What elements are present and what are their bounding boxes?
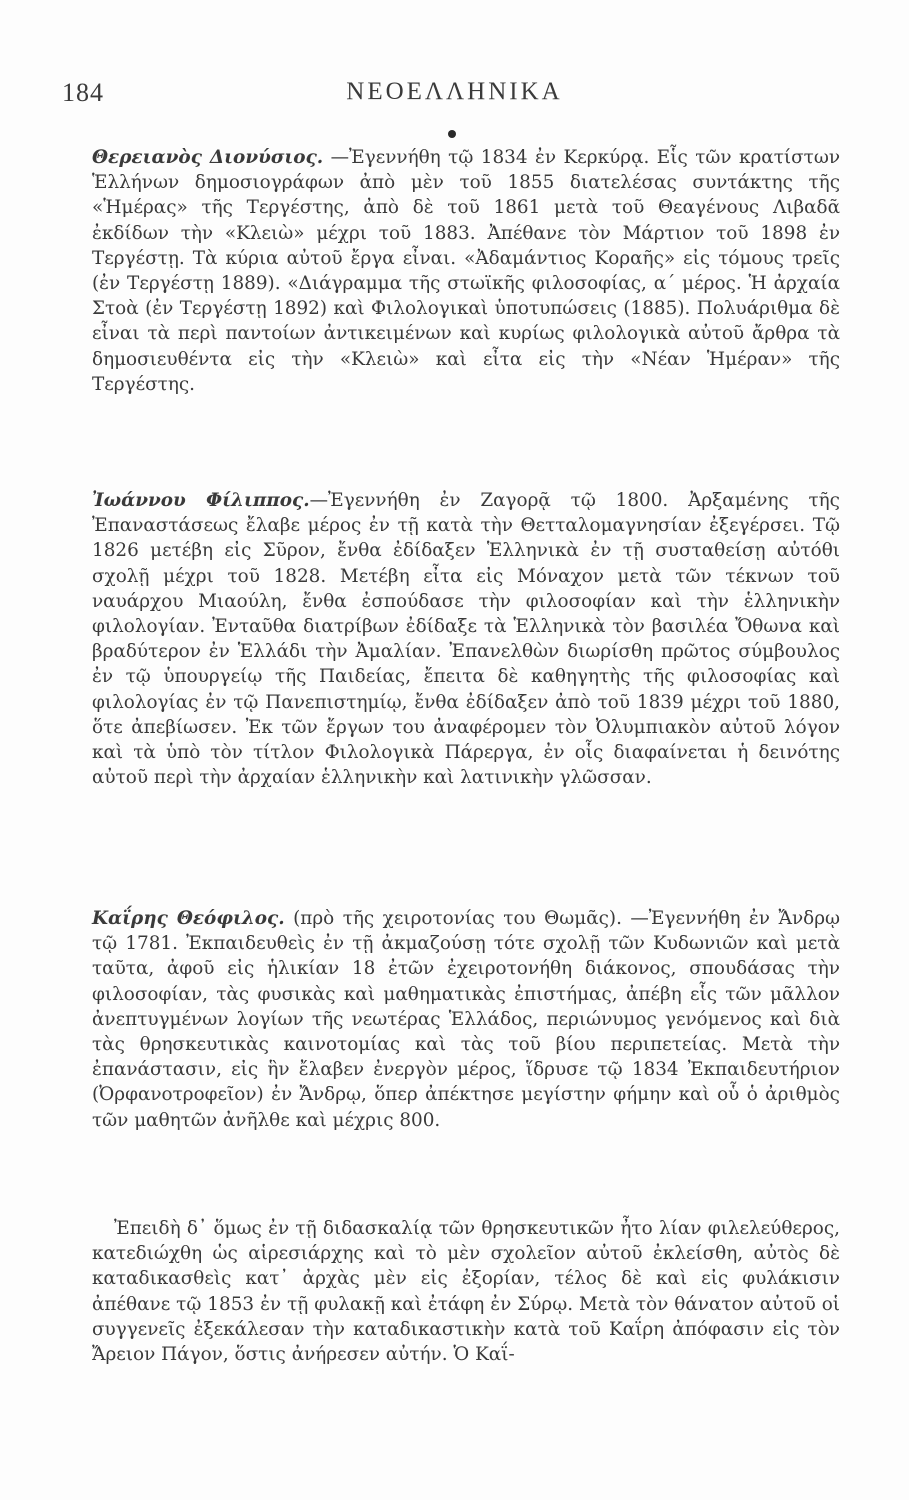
entry-paragraph xyxy=(92,488,840,790)
entry-paragraph: Ἐπειδὴ δ᾿ ὅμως ἐν τῇ διδασκαλίᾳ τῶν θρησκευτικῶν ἦτο λίαν φιλελεύθερος, κατεδιώχθη ὡς αἱρεσιάρχης καὶ τὸ μὲν σχολεῖον αὐτοῦ ἐκλείσθη, αὐτὸς δὲ καταδικασθεὶς κατ᾿ ἀρχὰς μὲν εἰς ἐξορίαν, τέλος δὲ καὶ εἰς φυλάκισιν ἀπέθανε τῷ 1853 ἐν τῇ φυλακῇ καὶ ἐτάφη ἐν Σύρῳ. Μετὰ τὸν θάνατον αὐτοῦ οἱ συγγενεῖς ἐξεκάλεσαν τὴν καταδικαστικὴν κατὰ τοῦ Καΐρη ἀπόφασιν εἰς τὸν Ἄρειον Πάγον, ὅστις ἀνήρεσεν αὐτήν. Ὁ Καΐ- xyxy=(92,1218,840,1366)
entry-name: Καΐρης Θεόφιλος. xyxy=(92,908,285,929)
bullet-dot-icon xyxy=(448,130,456,138)
entry-name: Ἰωάννου Φίλιππος. xyxy=(92,490,310,511)
entry-paragraph xyxy=(92,906,840,1133)
entry-name: Θερειανὸς Διονύσιος. xyxy=(92,147,324,168)
biography-entry xyxy=(92,906,840,1133)
entry-text: —Ἐγεννήθη τῷ 1834 ἐν Κερκύρᾳ. Εἷς τῶν κρατίστων Ἑλλήνων δημοσιογράφων ἀπὸ μὲν τοῦ 1855 διατελέσας συντάκτης τῆς «Ἡμέρας» τῆς Τεργέστης, ἀπὸ δὲ τοῦ 1861 μετὰ τοῦ Θεαγένους Λιβαδᾶ ἐκδίδων τὴν «Κλειὼ» μέχρι τοῦ 1883. Ἀπέθανε τὸν Μάρτιον τοῦ 1898 ἐν Τεργέστῃ. Τὰ κύρια αὐτοῦ ἔργα εἶναι. «Ἀδαμάντιος Κοραῆς» εἰς τόμους τρεῖς (ἐν Τεργέστῃ 1889). «Διάγραμμα τῆς στωϊκῆς φιλοσοφίας, α΄ μέρος. Ἡ ἀρχαία Στοὰ (ἐν Τεργέστῃ 1892) καὶ Φιλολογικαὶ ὑποτυπώσεις (1885). Πολυάριθμα δὲ εἶναι τὰ περὶ παντοίων ἀντικειμένων καὶ κυρίως φιλολογικὰ αὐτοῦ ἄρθρα τὰ δημοσιευθέντα εἰς τὴν «Κλειὼ» καὶ εἶτα εἰς τὴν «Νέαν Ἡμέραν» τῆς Τεργέστης. xyxy=(92,147,841,395)
entry-text: —Ἐγεννήθη ἐν Ζαγορᾷ τῷ 1800. Ἀρξαμένης τῆς Ἐπαναστάσεως ἔλαβε μέρος ἐν τῇ κατὰ τὴν Θετταλομαγνησίαν ἐξεγέρσει. Τῷ 1826 μετέβη εἰς Σῦρον, ἔνθα ἐδίδαξεν Ἑλληνικὰ ἐν τῇ συσταθείσῃ αὐτόθι σχολῇ μέχρι τοῦ 1828. Μετέβη εἶτα εἰς Μόναχον μετὰ τῶν τέκνων τοῦ ναυάρχου Μιαούλη, ἔνθα ἐσπούδασε τὴν φιλοσοφίαν καὶ τὴν ἑλληνικὴν φιλολογίαν. Ἐνταῦθα διατρίβων ἐδίδαξε τὰ Ἑλληνικὰ τὸν βασιλέα Ὄθωνα καὶ βραδύτερον ἐν Ἑλλάδι τὴν Ἀμαλίαν. Ἐπανελθὼν διωρίσθη πρῶτος σύμβουλος ἐν τῷ ὑπουργείῳ τῆς Παιδείας, ἔπειτα δὲ καθηγητὴς τῆς φιλοσοφίας καὶ φιλολογίας ἐν τῷ Πανεπιστημίῳ, ἔνθα ἐδίδαξεν ἀπὸ τοῦ 1839 μέχρι τοῦ 1880, ὅτε ἀπεβίωσεν. Ἐκ τῶν ἔργων του ἀναφέρομεν τὸν Ὀλυμπιακὸν αὐτοῦ λόγον καὶ τὰ ὑπὸ τὸν τίτλον Φιλολογικὰ Πάρεργα, ἐν οἷς διαφαίνεται ἡ δεινότης αὐτοῦ περὶ τὴν ἀρχαίαν ἑλληνικὴν καὶ λατινικὴν γλῶσσαν. xyxy=(92,490,840,789)
page-header xyxy=(62,78,847,118)
biography-entry xyxy=(92,145,840,397)
entry-text: (πρὸ τῆς χειροτονίας του Θωμᾶς). —Ἐγεννήθη ἐν Ἄνδρῳ τῷ 1781. Ἐκπαιδευθεὶς ἐν τῇ ἀκμαζούσῃ τότε σχολῇ τῶν Κυδωνιῶν καὶ μετὰ ταῦτα, ἀφοῦ εἰς ἡλικίαν 18 ἐτῶν ἐχειροτονήθη διάκονος, σπουδάσας τὴν φιλοσοφίαν, τὰς φυσικὰς καὶ μαθηματικὰς ἐπιστήμας, ἀπέβη εἷς τῶν μᾶλλον ἀνεπτυγμένων λογίων τῆς νεωτέρας Ἑλλάδος, περιώνυμος γενόμενος καὶ διὰ τὰς θρησκευτικὰς καινοτομίας καὶ τὰς τοῦ βίου περιπετείας. Μετὰ τὴν ἐπανάστασιν, εἰς ἣν ἔλαβεν ἐνεργὸν μέρος, ἵδρυσε τῷ 1834 Ἐκπαιδευτήριον (Ὀρφανοτροφεῖον) ἐν Ἄνδρῳ, ὅπερ ἀπέκτησε μεγίστην φήμην καὶ οὗ ὁ ἀριθμὸς τῶν μαθητῶν ἀνῆλθε καὶ μέχρις 800. xyxy=(92,908,841,1131)
entry-paragraph xyxy=(92,145,840,397)
page-number: 184 xyxy=(62,78,104,107)
biography-entry-continuation xyxy=(92,1216,840,1367)
running-title: ΝΕΟΕΛΛΗΝΙΚΑ xyxy=(346,78,563,105)
biography-entry xyxy=(92,488,840,790)
